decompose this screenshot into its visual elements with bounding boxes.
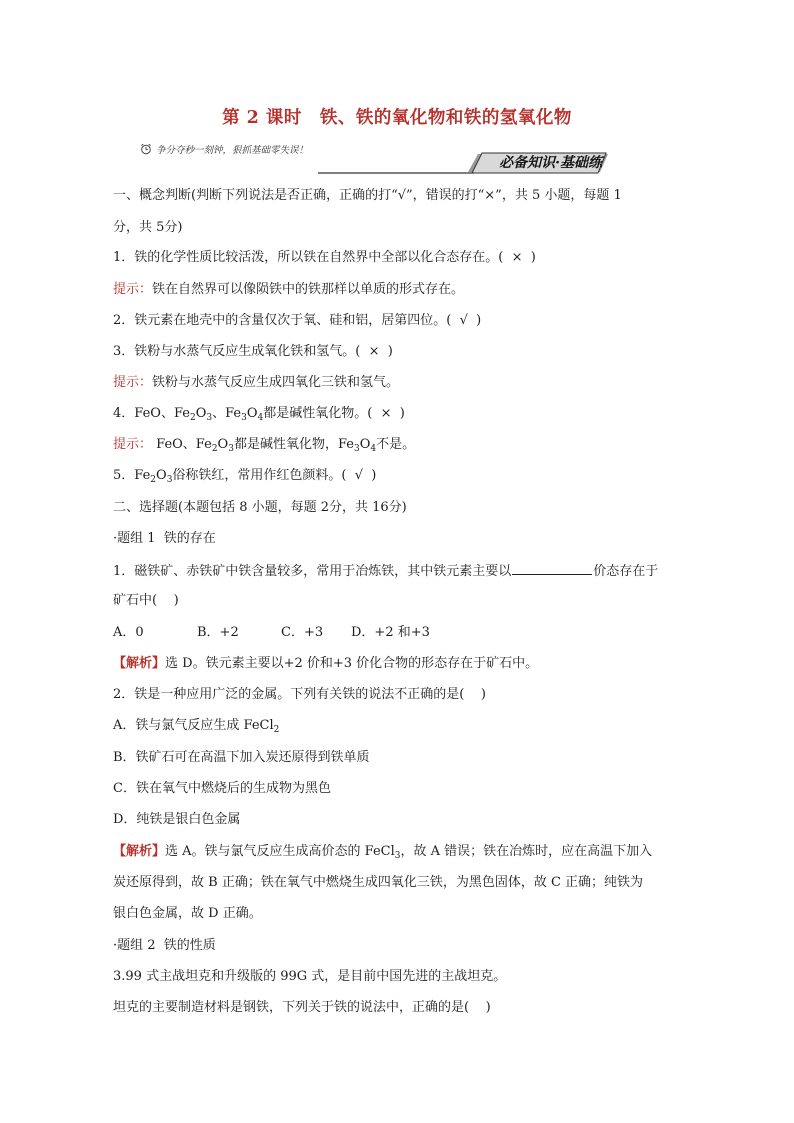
mc-q3-intro: 3.99 式主战坦克和升级版的 99G 式，是目前中国先进的主战坦克。: [113, 969, 507, 984]
part1-heading: 一、概念判断(判断下列说法是否正确，正确的打“√”，错误的打“×”，共 5 小题，每题 1: [113, 188, 622, 203]
formula-part: 、Fe: [212, 406, 242, 421]
analysis-label: 【解析】: [113, 844, 166, 859]
judge-q5: [113, 466, 376, 486]
alarm-clock-icon: [140, 143, 152, 155]
question-text: 1．磁铁矿、赤铁矿中铁含量较多，常用于冶炼铁，其中铁元素主要以: [113, 564, 512, 579]
judge-q2: 2．铁元素在地壳中的含量仅次于氧、硅和铝，居第四位。( √ ): [113, 313, 482, 328]
hint-q3: [113, 373, 399, 393]
q-number: 4．: [113, 406, 135, 421]
mc-q1-cont: 矿石中( ): [113, 593, 179, 608]
motto-row: [140, 142, 602, 176]
mc-q2-option-c: C．铁在氧气中燃烧后的生成物为黑色: [113, 781, 331, 796]
option-c: C．+3: [281, 625, 324, 640]
mc-q1: [113, 560, 658, 582]
subscript: 2: [273, 725, 280, 735]
mc-q2-option-a: [113, 716, 279, 736]
mc-q2-option-b: B．铁矿石可在高温下加入炭还原得到铁单质: [113, 750, 370, 765]
part1-heading-cont: 分，共 5分): [113, 220, 183, 235]
subscript: 3: [241, 413, 247, 423]
question-text: 价态存在于: [593, 564, 659, 579]
hint-text: 铁粉与水蒸气反应生成四氧化三铁和氢气。: [152, 375, 400, 390]
statement-text: 都是碱性氧化物。( × ): [263, 406, 405, 421]
formula-part: FeO、Fe: [134, 406, 190, 421]
mc-q2-analysis-end: 银白色金属，故 D 正确。: [113, 906, 262, 921]
mc-q2: 2．铁是一种应用广泛的金属。下列有关铁的说法不正确的是( ): [113, 687, 486, 702]
analysis-label: 【解析】: [113, 656, 166, 671]
subscript: 4: [370, 444, 377, 454]
hint-text: 都是碱性氧化物，Fe: [233, 437, 354, 452]
mc-q1-options: [113, 623, 430, 643]
motto-text: 争分夺秒一刻钟，狠抓基础零失误！: [156, 145, 309, 156]
option-text: A．铁与氯气反应生成 FeCl: [113, 718, 274, 733]
hint-q4: [113, 435, 415, 455]
subscript: 3: [228, 444, 234, 454]
judge-q4: [113, 404, 405, 424]
section-banner-label: 必备知识·基础练: [499, 155, 602, 171]
hint-label: 提示：: [113, 282, 153, 297]
formula-part: O: [217, 437, 229, 452]
mc-q2-analysis: [113, 842, 652, 862]
group-heading-2: ·题组 2 铁的性质: [113, 938, 216, 953]
analysis-text: 选 D。铁元素主要以+2 价和+3 价化合物的形态存在于矿石中。: [165, 656, 539, 671]
subscript: 3: [353, 444, 360, 454]
hint-text: 不是。: [376, 437, 416, 452]
subscript: 3: [166, 475, 173, 485]
formula-part: O: [156, 468, 167, 483]
subscript: 2: [150, 475, 157, 485]
formula-part: O: [359, 437, 371, 452]
judge-q1: 1．铁的化学性质比较活泼，所以铁在自然界中全部以化合态存在。( × ): [113, 250, 536, 265]
option-a: A．0: [113, 625, 144, 640]
page-title: 第 2 课时 铁、铁的氧化物和铁的氢氧化物: [222, 108, 572, 128]
answer-blank: [512, 560, 592, 575]
hint-text: 铁在自然界可以像陨铁中的铁那样以单质的形式存在。: [152, 282, 465, 297]
mc-q1-analysis: [113, 654, 538, 674]
section-banner: [318, 152, 608, 178]
mc-q2-option-d: D．纯铁是银白色金属: [113, 812, 241, 827]
analysis-text: ，故 A 错误；铁在冶炼时，应在高温下加入: [400, 844, 653, 859]
hint-label: 提示：: [113, 437, 153, 452]
hint-label: 提示：: [113, 375, 153, 390]
subscript: 3: [394, 851, 401, 861]
mc-q2-analysis-cont: 炭还原得到，故 B 正确；铁在氧气中燃烧生成四氧化三铁，为黑色固体，故 C 正确；纯铁为: [113, 875, 644, 890]
subscript: 2: [211, 444, 218, 454]
subscript: 2: [189, 413, 196, 423]
subscript: 3: [206, 413, 213, 423]
formula-part: O: [195, 406, 207, 421]
hint-q1: [113, 280, 464, 300]
statement-text: 俗称铁红，常用作红色颜料。( √ ): [172, 468, 377, 483]
part2-heading: 二、选择题(本题包括 8 小题，每题 2分，共 16分): [113, 500, 407, 515]
option-b: B．+2: [197, 625, 239, 640]
mc-q3: 坦克的主要制造材料是钢铁，下列关于铁的说法中，正确的是( ): [113, 1000, 491, 1015]
group-heading-1: ·题组 1 铁的存在: [113, 531, 216, 546]
analysis-text: 选 A。铁与氯气反应生成高价态的 FeCl: [165, 844, 395, 859]
formula-part: O: [246, 406, 258, 421]
formula-part: FeO、Fe: [152, 437, 212, 452]
judge-q3: 3．铁粉与水蒸气反应生成氧化铁和氢气。( × ): [113, 344, 393, 359]
formula-part: 5．Fe: [113, 468, 151, 483]
subscript: 4: [257, 413, 264, 423]
option-d: D．+2 和+3: [351, 625, 430, 640]
